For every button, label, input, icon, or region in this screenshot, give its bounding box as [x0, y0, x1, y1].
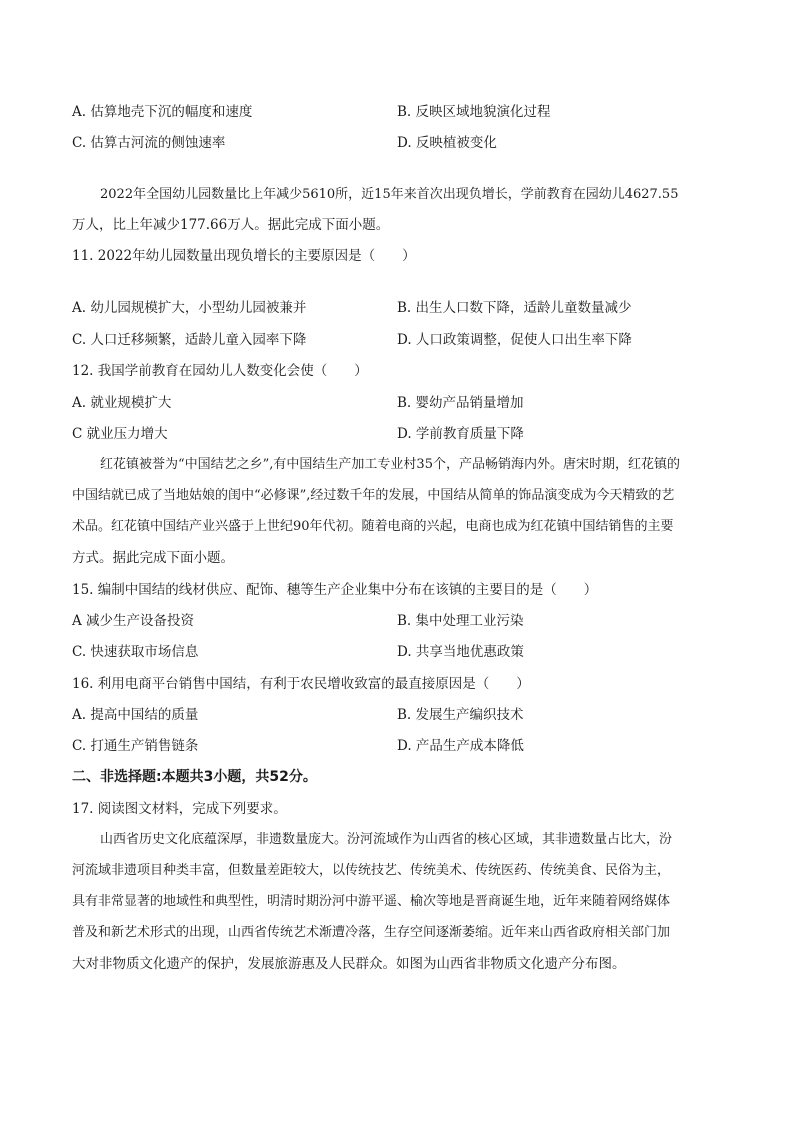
- q11-option-a: A. 幼儿园规模扩大，小型幼儿园被兼并: [72, 300, 307, 316]
- q10-option-d: D. 反映植被变化: [397, 135, 497, 151]
- q16-option-b: B. 发展生产编织技术: [397, 707, 524, 723]
- q10-option-a: A. 估算地壳下沉的幅度和速度: [72, 104, 253, 120]
- question-15-stem: 15. 编制中国结的线材供应、配饰、穗等生产企业集中分布在该镇的主要目的是（ ）: [72, 582, 598, 598]
- knot-passage-line-3: 术品。红花镇中国结产业兴盛于上世纪90年代初。随着电商的兴起，电商也成为红花镇中国结销售的主要: [72, 519, 674, 534]
- kindergarten-passage-line-2: 万人，比上年减少177.66万人。据此完成下面小题。: [72, 217, 390, 233]
- q16-option-d: D. 产品生产成本降低: [397, 738, 524, 754]
- q15-option-b: B. 集中处理工业污染: [397, 613, 524, 629]
- shanxi-passage-line-3: 具有非常显著的地域性和典型性，明清时期汾河中游平遥、榆次等地是晋商诞生地，近年来随着网络媒体: [72, 894, 671, 909]
- q10-option-b: B. 反映区域地貌演化过程: [397, 104, 551, 120]
- q16-option-a: A. 提高中国结的质量: [72, 707, 199, 723]
- question-12-stem: 12. 我国学前教育在园幼儿人数变化会使（ ）: [72, 363, 368, 379]
- question-11-stem: 11. 2022年幼儿园数量出现负增长的主要原因是（ ）: [72, 248, 416, 264]
- question-17-stem: 17. 阅读图文材料，完成下列要求。: [72, 801, 287, 817]
- shanxi-passage-line-2: 河流域非遗项目种类丰富，但数量差距较大，以传统技艺、传统美术、传统医药、传统美食、民俗为主，: [72, 863, 671, 878]
- kindergarten-passage-line-1: 2022年全国幼儿园数量比上年减少5610所，近15年来首次出现负增长，学前教育在园幼儿4627.55: [100, 187, 679, 202]
- q15-option-c: C. 快速获取市场信息: [72, 644, 199, 660]
- q16-option-c: C. 打通生产销售链条: [72, 738, 199, 754]
- q15-option-d: D. 共享当地优惠政策: [397, 644, 524, 660]
- q12-option-c: C 就业压力增大: [72, 426, 168, 442]
- q10-option-c: C. 估算古河流的侧蚀速率: [72, 135, 226, 151]
- q11-option-d: D. 人口政策调整，促使人口出生率下降: [397, 332, 632, 348]
- q15-option-a: A 减少生产设备投资: [72, 613, 195, 629]
- shanxi-passage-line-5: 大对非物质文化遗产的保护，发展旅游惠及人民群众。如图为山西省非物质文化遗产分布图。: [72, 956, 626, 972]
- q12-option-b: B. 婴幼产品销量增加: [397, 395, 524, 411]
- q12-option-a: A. 就业规模扩大: [72, 395, 172, 411]
- question-16-stem: 16. 利用电商平台销售中国结，有利于农民增收致富的最直接原因是（ ）: [72, 676, 530, 692]
- knot-passage-line-4: 方式。据此完成下面小题。: [72, 550, 234, 566]
- shanxi-passage-line-4: 普及和新艺术形式的出现，山西省传统艺术渐遭冷落，生存空间逐渐萎缩。近年来山西省政府相关部门加: [72, 925, 671, 940]
- section-2-heading: 二、非选择题:本题共3小题，共52分。: [72, 769, 317, 785]
- shanxi-passage-line-1: 山西省历史文化底蕴深厚，非遗数量庞大。汾河流域作为山西省的核心区域，其非遗数量占比大，汾: [100, 832, 673, 847]
- knot-passage-line-2: 中国结就已成了当地姑娘的闺中“必修课”,经过数千年的发展，中国结从简单的饰品演变成为今天精致的艺: [72, 488, 675, 503]
- q11-option-c: C. 人口迁移频繁，适龄儿童入园率下降: [72, 332, 307, 348]
- q11-option-b: B. 出生人口数下降，适龄儿童数量减少: [397, 300, 632, 316]
- q12-option-d: D. 学前教育质量下降: [397, 426, 524, 442]
- knot-passage-line-1: 红花镇被誉为“中国结艺之乡”,有中国结生产加工专业村35个，产品畅销海内外。唐宋时期，红花镇的: [100, 457, 680, 472]
